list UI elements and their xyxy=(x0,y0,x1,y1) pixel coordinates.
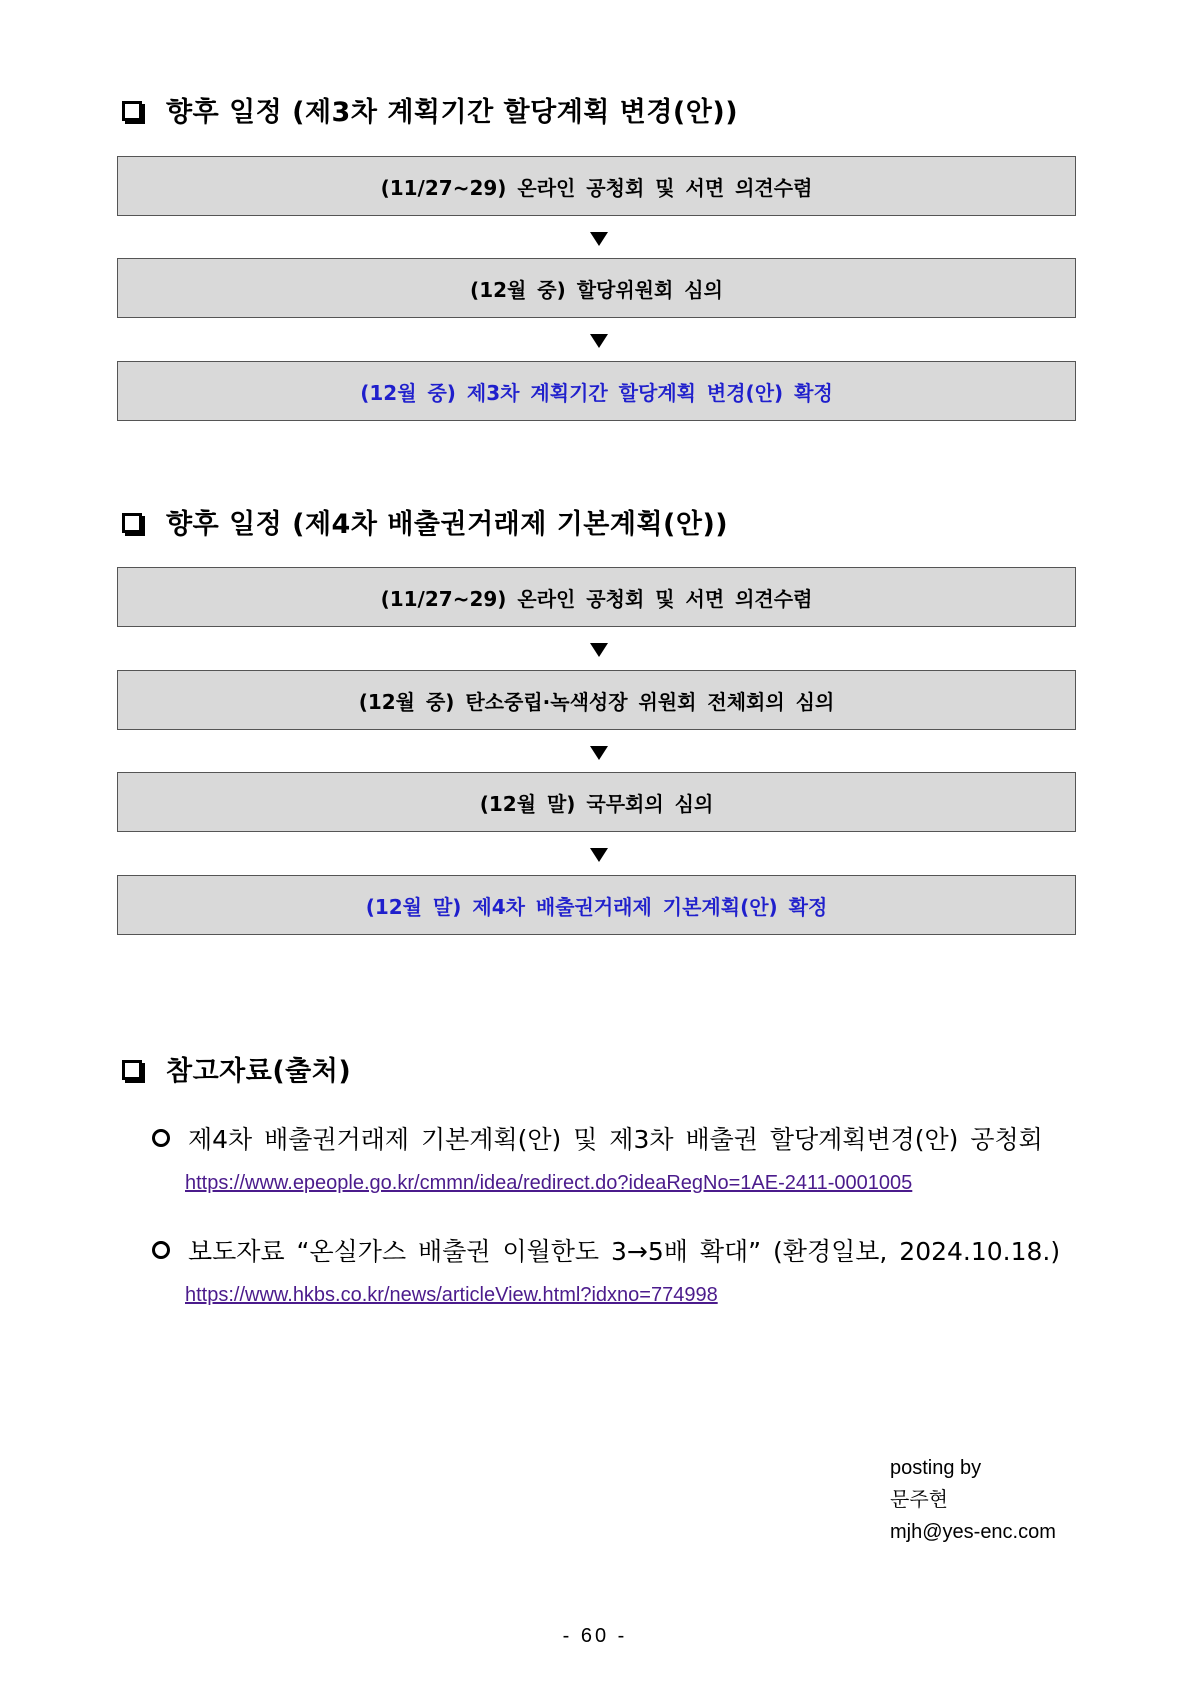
section2-step-4-final: (12월 말) 제4차 배출권거래제 기본계획(안) 확정 xyxy=(117,875,1076,935)
bullet-circle-icon xyxy=(152,1129,170,1147)
page-number: - 60 - xyxy=(562,1625,628,1647)
down-arrow-icon xyxy=(590,848,608,862)
reference-item-2 xyxy=(152,1232,1060,1268)
section1-step-2: (12월 중) 할당위원회 심의 xyxy=(117,258,1076,318)
reference-link-2[interactable]: https://www.hkbs.co.kr/news/articleView.html?idxno=774998 xyxy=(185,1284,718,1306)
posting-by-label: posting by xyxy=(890,1457,982,1479)
section2-heading xyxy=(122,502,728,541)
section2-heading-text: 향후 일정 (제4차 배출권거래제 기본계획(안)) xyxy=(166,509,729,540)
references-heading-text: 참고자료(출처) xyxy=(166,1056,352,1087)
section1-heading-text: 향후 일정 (제3차 계획기간 할당계획 변경(안)) xyxy=(166,97,739,128)
section2-step-3: (12월 말) 국무회의 심의 xyxy=(117,772,1076,832)
poster-email: mjh@yes-enc.com xyxy=(890,1521,1056,1543)
reference-item-1 xyxy=(152,1120,1043,1156)
poster-block xyxy=(890,1452,1056,1548)
section1-heading xyxy=(122,90,738,129)
down-arrow-icon xyxy=(590,334,608,348)
reference-link-1[interactable]: https://www.epeople.go.kr/cmmn/idea/redirect.do?ideaRegNo=1AE-2411-0001005 xyxy=(185,1172,913,1194)
checkbox-square-icon xyxy=(122,1060,142,1080)
checkbox-square-icon xyxy=(122,101,142,121)
section1-step-3-final: (12월 중) 제3차 계획기간 할당계획 변경(안) 확정 xyxy=(117,361,1076,421)
down-arrow-icon xyxy=(590,232,608,246)
checkbox-square-icon xyxy=(122,513,142,533)
section2-step-2: (12월 중) 탄소중립·녹색성장 위원회 전체회의 심의 xyxy=(117,670,1076,730)
down-arrow-icon xyxy=(590,643,608,657)
reference-title-2: 보도자료 “온실가스 배출권 이월한도 3→5배 확대” (환경일보, 2024.10.18.) xyxy=(188,1237,1061,1266)
section1-step-1: (11/27~29) 온라인 공청회 및 서면 의견수렴 xyxy=(117,156,1076,216)
references-heading xyxy=(122,1049,351,1088)
section2-step-1: (11/27~29) 온라인 공청회 및 서면 의견수렴 xyxy=(117,567,1076,627)
bullet-circle-icon xyxy=(152,1241,170,1259)
poster-name: 문주현 xyxy=(890,1489,948,1511)
down-arrow-icon xyxy=(590,746,608,760)
reference-title-1: 제4차 배출권거래제 기본계획(안) 및 제3차 배출권 할당계획변경(안) 공청회 xyxy=(188,1125,1043,1154)
